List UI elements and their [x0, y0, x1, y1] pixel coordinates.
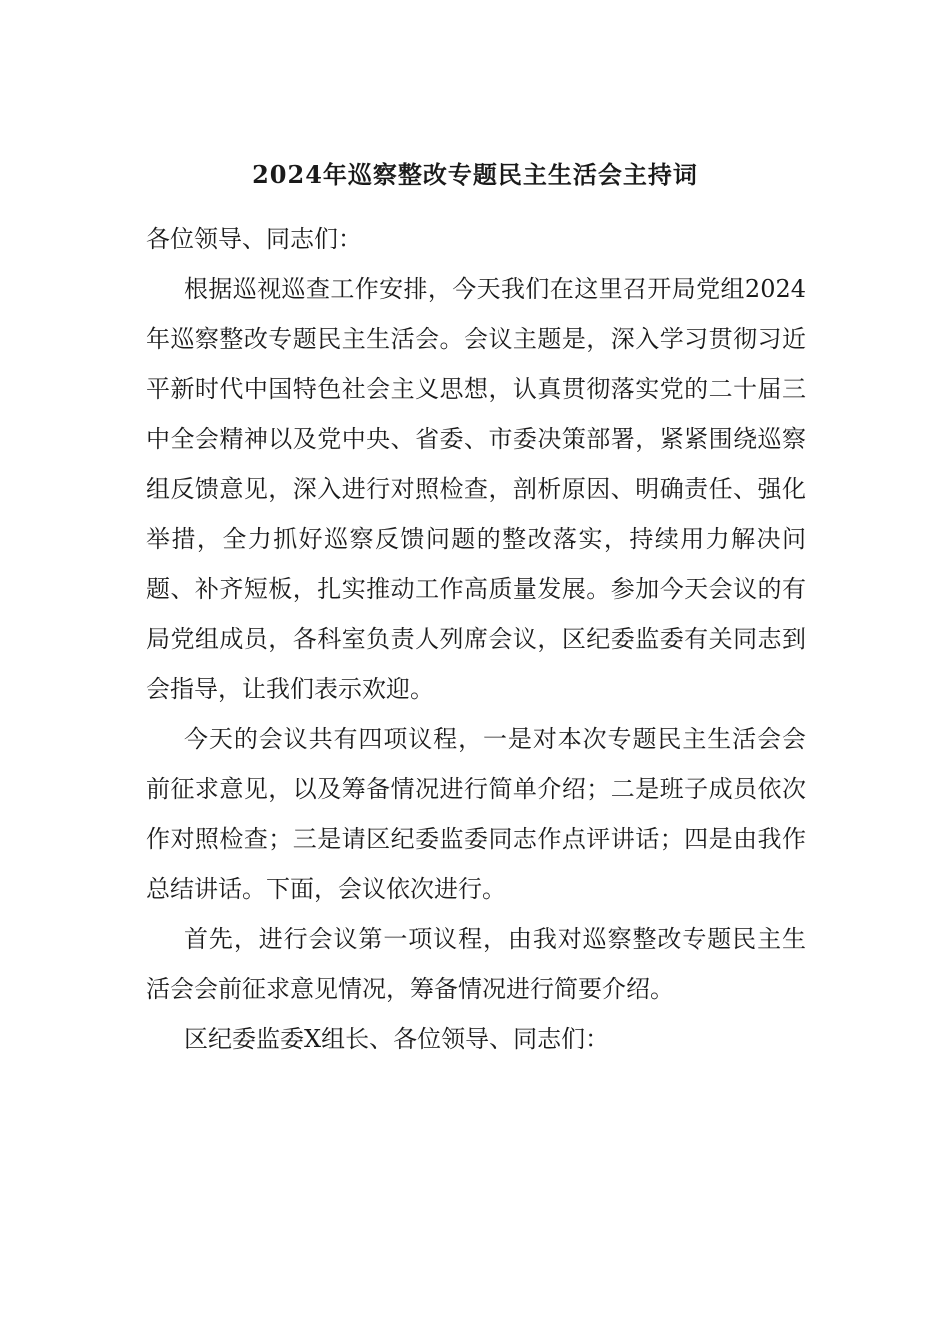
document-body [146, 214, 806, 1064]
document-title: 2024年巡察整改专题民主生活会主持词 [252, 160, 698, 189]
paragraph-first-item: 首先，进行会议第一项议程，由我对巡察整改专题民主生活会会前征求意见情况，筹备情况进行简要介绍。 [146, 925, 806, 1003]
paragraph-opening: 根据巡视巡查工作安排，今天我们在这里召开局党组2024年巡察整改专题民主生活会。会议主题是，深入学习贯彻习近平新时代中国特色社会主义思想，认真贯彻落实党的二十届三中全会精神以及党中央、省委、市委决策部署，紧紧围绕巡察组反馈意见，深入进行对照检查，剖析原因、明确责任、强化举措，全力抓好巡察反馈问题的整改落实，持续用力解决问题、补齐短板，扎实推动工作高质量发展。参加今天会议的有局党组成员，各科室负责人列席会议，区纪委监委有关同志到会指导，让我们表示欢迎。 [146, 275, 806, 703]
paragraph-agenda: 今天的会议共有四项议程，一是对本次专题民主生活会会前征求意见，以及筹备情况进行简单介绍；二是班子成员依次作对照检查；三是请区纪委监委同志作点评讲话；四是由我作总结讲话。下面，会议依次进行。 [146, 725, 806, 903]
paragraph-address: 区纪委监委X组长、各位领导、同志们： [184, 1025, 610, 1053]
greeting: 各位领导、同志们： [146, 225, 362, 253]
